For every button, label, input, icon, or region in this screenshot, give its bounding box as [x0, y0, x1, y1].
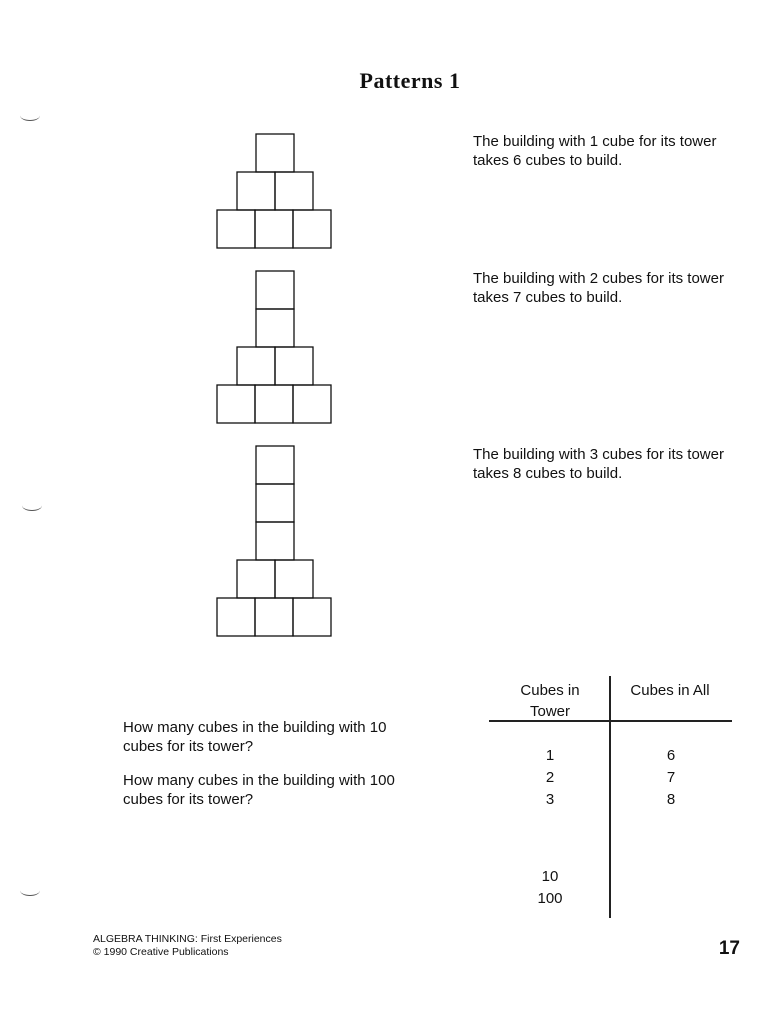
cube [275, 347, 313, 385]
cube [275, 172, 313, 210]
cube [256, 134, 294, 172]
page-number: 17 [718, 938, 740, 959]
building-2-figure [217, 271, 331, 423]
footer-copyright: © 1990 Creative Publications [93, 945, 229, 958]
table-cell-tower: 1 [545, 747, 555, 764]
table-cell-tower: 2 [545, 769, 555, 786]
cube [217, 385, 255, 423]
cube [256, 484, 294, 522]
cube [293, 385, 331, 423]
cube [255, 598, 293, 636]
building-3-description: The building with 3 cubes for its tower takes 8 cubes to build. [473, 446, 724, 482]
cube [237, 347, 275, 385]
cube [217, 598, 255, 636]
cube [293, 598, 331, 636]
cube [256, 522, 294, 560]
table-horizontal-rule [489, 720, 732, 722]
table-header-cubes-in-all: Cubes in All [630, 682, 710, 699]
question-10-cubes: How many cubes in the building with 10 cubes for its tower? [123, 719, 387, 755]
table-vertical-rule [609, 676, 611, 918]
cube [237, 560, 275, 598]
building-3-figure [217, 446, 331, 636]
building-1-description: The building with 1 cube for its tower takes 6 cubes to build. [473, 133, 717, 169]
table-cell-tower: 3 [545, 791, 555, 808]
cube [237, 172, 275, 210]
cube [275, 560, 313, 598]
cube [255, 210, 293, 248]
table-cell-all: 6 [666, 747, 676, 764]
question-100-cubes: How many cubes in the building with 100 cubes for its tower? [123, 772, 395, 808]
cube [256, 309, 294, 347]
footer-book-title: ALGEBRA THINKING: First Experiences [93, 933, 282, 945]
cube [256, 271, 294, 309]
table-cell-tower: 100 [537, 890, 563, 907]
building-1-figure [217, 134, 331, 248]
cube [293, 210, 331, 248]
building-2-description: The building with 2 cubes for its tower takes 7 cubes to build. [473, 270, 724, 306]
page-title: Patterns 1 [359, 68, 461, 93]
table-cell-tower: 10 [541, 868, 559, 885]
table-cell-all: 7 [666, 769, 676, 786]
cube [256, 446, 294, 484]
table-header-cubes-in-tower: Cubes in Tower [520, 682, 580, 720]
cube [255, 385, 293, 423]
cube [217, 210, 255, 248]
footer-credit [93, 933, 282, 958]
table-cell-all: 8 [666, 791, 676, 808]
